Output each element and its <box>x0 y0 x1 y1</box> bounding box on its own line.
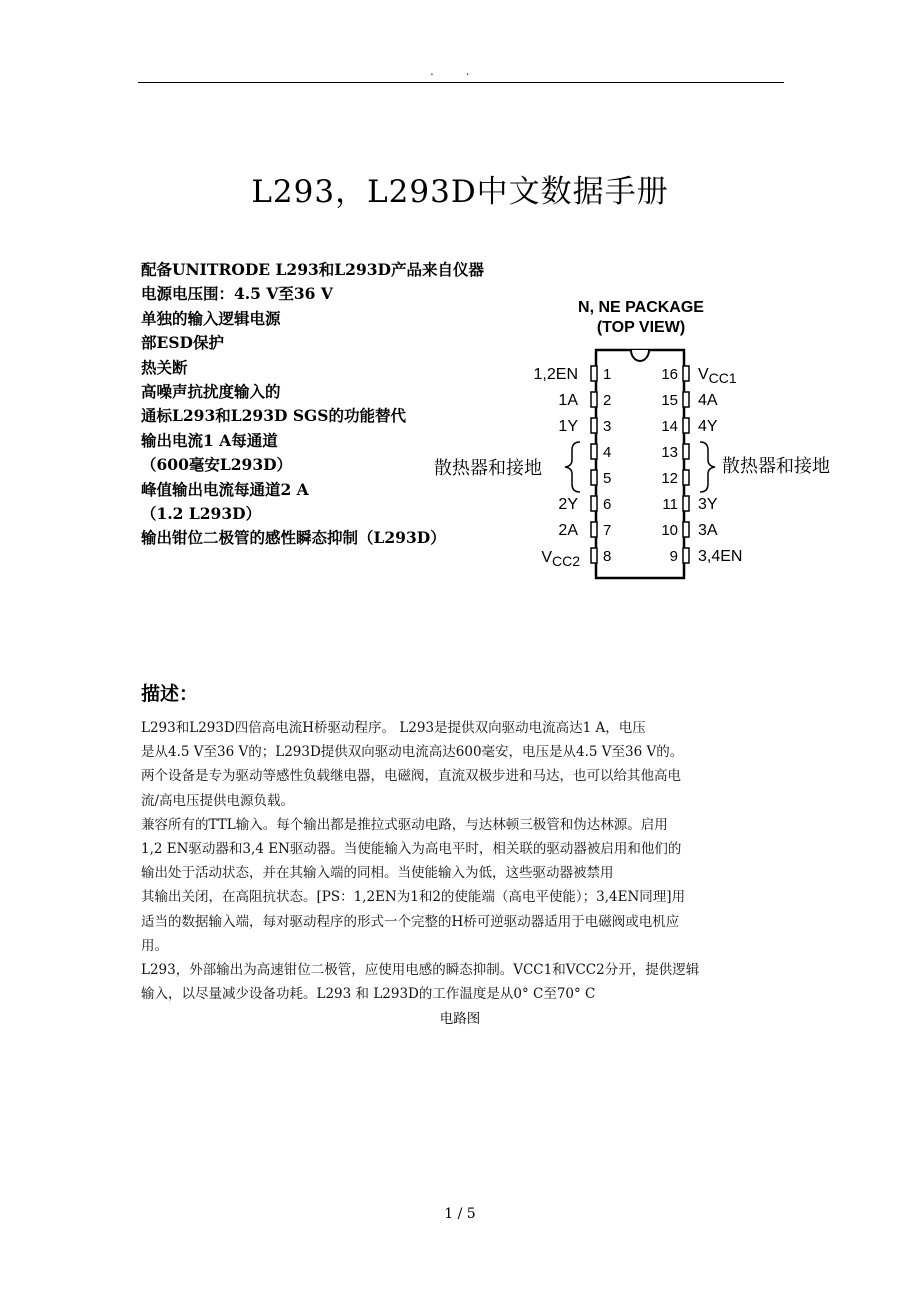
feature-item: 高噪声抗扰度输入的 <box>141 381 281 401</box>
description-line: 适当的数据输入端，每对驱动程序的形式一个完整的H桥可逆驱动器适用于电磁阀或电机应 <box>141 913 680 930</box>
heatsink-label-right: 散热器和接地 <box>722 456 830 476</box>
heatsink-label-left: 散热器和接地 <box>434 458 542 478</box>
header-dots: . . <box>430 64 484 78</box>
pin-number: 11 <box>662 496 678 513</box>
pin-label: 1A <box>558 392 578 409</box>
pin-stub <box>683 496 689 511</box>
pin-number: 3 <box>603 418 612 435</box>
pin-stub <box>591 392 597 407</box>
pin-label: 2Y <box>558 496 578 513</box>
pin-number: 12 <box>661 470 678 487</box>
package-subtitle: (TOP VIEW) <box>596 319 686 336</box>
feature-item: 峰值输出电流每通道2 A <box>141 479 309 499</box>
feature-item: （1.2 L293D） <box>141 503 262 523</box>
pin-label: 1Y <box>558 418 578 435</box>
description-line: 输入，以尽量减少设备功耗。L293 和 L293D的工作温度是从0° C至70° C <box>141 986 596 1003</box>
feature-item: 电源电压围：4.5 V至36 V <box>141 284 333 304</box>
vcc1-main: V <box>698 366 709 383</box>
pin-stub <box>591 496 597 511</box>
pin-label: 2A <box>558 522 578 539</box>
chip-body <box>596 350 684 578</box>
pin-stub <box>591 366 597 381</box>
pin-label: 3A <box>698 522 718 539</box>
description-line: 其输出关闭，在高阻抗状态。[PS：1,2EN为1和2的使能端（高电平使能）；3,4EN同理]用 <box>141 889 686 906</box>
pin-number: 16 <box>661 366 678 383</box>
description-line: 输出处于活动状态，并在其输入端的同相。当使能输入为低，这些驱动器被禁用 <box>141 865 614 882</box>
feature-item: 配备UNITRODE L293和L293D产品来自仪器 <box>141 260 484 279</box>
description-line: L293，外部输出为高速钳位二极管，应使用电感的瞬态抑制。VCC1和VCC2分开，提供逻辑 <box>141 961 700 978</box>
feature-item: （600毫安L293D） <box>141 455 293 475</box>
pin-stub <box>683 418 689 433</box>
pin-label: 1,2EN <box>533 366 578 383</box>
pin-number: 8 <box>603 548 612 565</box>
feature-item: 输出钳位二极管的感性瞬态抑制（L293D） <box>141 528 446 548</box>
pin-label-vcc2 <box>541 549 580 569</box>
pin-label: 3,4EN <box>698 548 743 565</box>
pin-number: 1 <box>603 366 612 383</box>
vcc2-sub: CC2 <box>551 553 580 569</box>
header-rule <box>138 82 784 83</box>
pin-label: 4Y <box>698 418 718 435</box>
pin-stub <box>683 522 689 537</box>
pin-number: 2 <box>603 392 612 409</box>
description-line: L293和L293D四倍高电流H桥驱动程序。 L293是提供双向驱动电流高达1 A，电压 <box>141 720 646 736</box>
pin-stub <box>683 366 689 381</box>
package-title: N, NE PACKAGE <box>578 299 704 316</box>
pin-number: 9 <box>669 548 678 565</box>
left-brace <box>565 442 580 492</box>
feature-item: 部ESD保护 <box>141 333 224 353</box>
feature-item: 热关断 <box>141 357 188 377</box>
pin-number: 6 <box>603 496 612 513</box>
pin-number: 13 <box>661 444 678 461</box>
feature-item: 输出电流1 A每通道 <box>141 430 278 450</box>
pin-stub <box>591 548 597 563</box>
feature-item: 通标L293和L293D SGS的功能替代 <box>141 406 406 426</box>
pin-label: 4A <box>698 392 718 409</box>
pin-stub <box>683 470 689 485</box>
pin-label: 3Y <box>698 496 718 513</box>
pin-label-vcc1 <box>698 366 737 386</box>
pin-stub <box>683 392 689 407</box>
pin-number: 14 <box>661 418 678 435</box>
description-line: 用。 <box>141 937 168 954</box>
circuit-caption: 电路图 <box>439 1011 481 1027</box>
pin-stub <box>591 418 597 433</box>
description-heading: 描述： <box>141 683 199 705</box>
description-line: 兼容所有的TTL输入。每个输出都是推拉式驱动电路，与达林顿三极管和伪达林源。启用 <box>141 816 668 833</box>
feature-item: 单独的输入逻辑电源 <box>141 308 281 328</box>
vcc2-main: V <box>541 549 552 566</box>
page-title: L293，L293D中文数据手册 <box>251 174 669 210</box>
pin-number: 10 <box>661 522 678 539</box>
pin-stub <box>591 444 597 459</box>
page-number: 1 / 5 <box>444 1206 476 1222</box>
pin-number: 15 <box>661 392 678 409</box>
pin-number: 7 <box>603 522 612 539</box>
pin-stub <box>591 522 597 537</box>
description-line: 是从4.5 V至36 V的；L293D提供双向驱动电流高达600毫安，电压是从4.5 V至36 V的。 <box>141 744 684 761</box>
pin-stub <box>683 548 689 563</box>
package-diagram <box>420 292 860 592</box>
right-brace <box>700 442 715 492</box>
pin-number: 4 <box>603 444 612 461</box>
description-line: 两个设备是专为驱动等感性负载继电器，电磁阀，直流双极步进和马达，也可以给其他高电 <box>141 768 681 785</box>
pin-stub <box>683 444 689 459</box>
vcc1-sub: CC1 <box>708 370 737 386</box>
description-line: 流/高电压提供电源负载。 <box>141 792 295 809</box>
description-body <box>141 716 791 1006</box>
pin-stub <box>591 470 597 485</box>
pin-number: 5 <box>603 470 612 487</box>
description-line: 1,2 EN驱动器和3,4 EN驱动器。当使能输入为高电平时，相关联的驱动器被启用和他们的 <box>141 840 682 857</box>
